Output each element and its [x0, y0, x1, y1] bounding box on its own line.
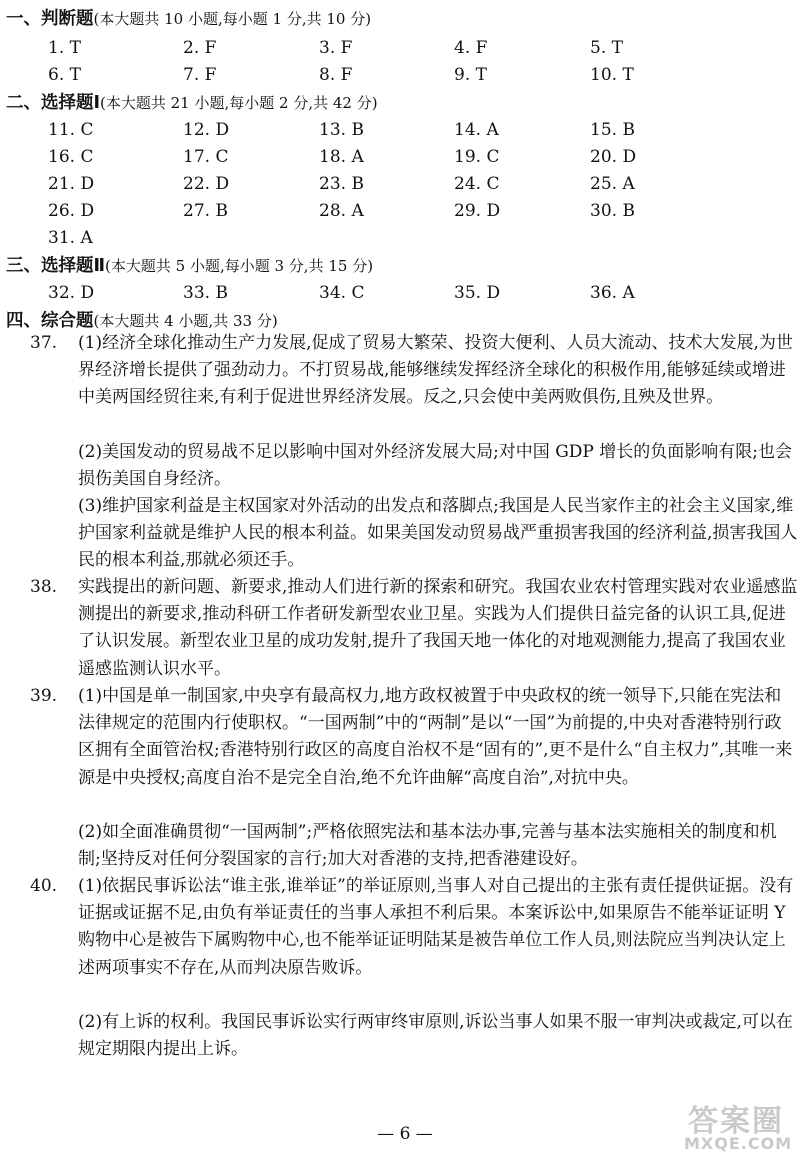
answer-item: 13. B — [319, 120, 364, 140]
answer-item: 25. A — [590, 174, 635, 194]
answer-paragraph: (1)经济全球化推动生产力发展,促成了贸易大繁荣、投资大便利、人员大流动、技术大发展,为世界经济增长提供了强劲动力。不打贸易战,能够继续发挥经济全球化的积极作用,能够延续或增进中美两国经贸往来,有利于促进世界经济发展。反之,只会使中美两败俱伤,且殃及世界。 — [78, 333, 793, 408]
answer-paragraph: (2)有上诉的权利。我国民事诉讼实行两审终审原则,诉讼当事人如果不服一审判决或裁定,可以在规定期限内提出上诉。 — [78, 1012, 793, 1060]
question-number: 37. — [30, 333, 58, 353]
question-40-part-2 — [78, 1009, 798, 1063]
answer-item: 19. C — [454, 147, 500, 167]
answer-item: 33. B — [183, 283, 228, 303]
answer-item: 14. A — [454, 120, 499, 140]
answer-item: 30. B — [590, 201, 635, 221]
answer-item: 6. T — [48, 65, 81, 85]
answer-item: 18. A — [319, 147, 364, 167]
answer-paragraph: (1)依据民事诉讼法“谁主张,谁举证”的举证原则,当事人对自己提出的主张有责任提供证据。没有证据或证据不足,由负有举证责任的当事人承担不利后果。本案诉讼中,如果原告不能举证证明 Y 购物中心是被告下属购物中心,也不能举证证明陆某是被告单位工作人员,则法院应当判决认定上述两项事实不存在,从而判决原告败诉。 — [78, 876, 794, 978]
answer-item: 11. C — [48, 120, 94, 140]
answer-item: 24. C — [454, 174, 500, 194]
answer-item: 17. C — [183, 147, 229, 167]
answer-paragraph: (2)如全面准确贯彻“一国两制”;严格依照宪法和基本法办事,完善与基本法实施相关的制度和机制;坚持反对任何分裂国家的言行;加大对香港的支持,把香港建设好。 — [78, 822, 777, 870]
question-37 — [30, 330, 798, 412]
answer-item: 36. A — [590, 283, 635, 303]
answer-item: 9. T — [454, 65, 487, 85]
answer-item: 35. D — [454, 283, 501, 303]
answer-item: 29. D — [454, 201, 501, 221]
question-37-part-2 — [78, 439, 798, 493]
answer-item: 8. F — [319, 65, 353, 85]
section-note: (本大题共 4 小题,共 33 分) — [93, 312, 278, 330]
section-essay-heading — [6, 310, 278, 332]
section-title: 三、选择题Ⅱ — [6, 256, 106, 276]
question-number: 40. — [30, 876, 58, 896]
answer-item: 5. T — [590, 38, 623, 58]
answer-item: 22. D — [183, 174, 230, 194]
answer-item: 12. D — [183, 120, 230, 140]
answer-item: 27. B — [183, 201, 228, 221]
answer-item: 32. D — [48, 283, 95, 303]
answer-item: 3. F — [319, 38, 353, 58]
section-choice1-heading — [6, 92, 378, 114]
answer-item: 10. T — [590, 65, 634, 85]
answer-item: 16. C — [48, 147, 94, 167]
watermark-logo — [680, 1096, 800, 1158]
answer-paragraph: (3)维护国家利益是主权国家对外活动的出发点和落脚点;我国是人民当家作主的社会主义国家,维护国家利益就是维护人民的根本利益。如果美国发动贸易战严重损害我国的经济利益,损害我国人民的根本利益,那就必须还手。 — [78, 496, 798, 571]
answer-paragraph: 实践提出的新问题、新要求,推动人们进行新的探索和研究。我国农业农村管理实践对农业遥感监测提出的新要求,推动科研工作者研发新型农业卫星。实践为人们提供日益完备的认识工具,促进了认识发展。新型农业卫星的成功发射,提升了我国天地一体化的对地观测能力,提高了我国农业遥感监测认识水平。 — [78, 577, 798, 679]
question-39-part-2 — [78, 819, 798, 873]
answer-item: 20. D — [590, 147, 637, 167]
question-39 — [30, 683, 798, 792]
answer-item: 28. A — [319, 201, 364, 221]
answer-item: 31. A — [48, 228, 93, 248]
answer-item: 26. D — [48, 201, 95, 221]
question-38 — [30, 574, 798, 683]
question-40 — [30, 873, 798, 982]
answer-item: 1. T — [48, 38, 81, 58]
answer-item: 23. B — [319, 174, 364, 194]
answer-paragraph: (2)美国发动的贸易战不足以影响中国对外经济发展大局;对中国 GDP 增长的负面影响有限;也会损伤美国自身经济。 — [78, 442, 792, 490]
page-number: — 6 — — [377, 1124, 433, 1144]
answer-item: 15. B — [590, 120, 635, 140]
section-note: (本大题共 21 小题,每小题 2 分,共 42 分) — [100, 94, 378, 112]
watermark-text-bottom: MXQE.COM — [684, 1134, 793, 1153]
section-choice2-heading — [6, 255, 373, 277]
answer-item: 7. F — [183, 65, 217, 85]
section-note: (本大题共 10 小题,每小题 1 分,共 10 分) — [93, 10, 372, 28]
question-number: 39. — [30, 686, 58, 706]
question-37-part-3 — [78, 493, 798, 575]
answer-item: 4. F — [454, 38, 488, 58]
answer-item: 2. F — [183, 38, 217, 58]
answer-item: 34. C — [319, 283, 365, 303]
section-title: 一、判断题 — [6, 9, 94, 29]
answer-item: 21. D — [48, 174, 95, 194]
section-title: 二、选择题Ⅰ — [6, 93, 101, 113]
question-number: 38. — [30, 577, 58, 597]
section-note: (本大题共 5 小题,每小题 3 分,共 15 分) — [105, 257, 374, 275]
watermark-text-top: 答案圈 — [688, 1104, 784, 1139]
section-title: 四、综合题 — [6, 311, 94, 331]
section-judge-heading — [6, 8, 371, 30]
answer-paragraph: (1)中国是单一制国家,中央享有最高权力,地方政权被置于中央政权的统一领导下,只能在宪法和法律规定的范围内行使职权。“一国两制”中的“两制”是以“一国”为前提的,中央对香港特别行政区拥有全面管治权;香港特别行政区的高度自治权不是“固有的”,更不是什么“自主权力”,其唯一来源是中央授权;高度自治不是完全自治,绝不允许曲解“高度自治”,对抗中央。 — [78, 686, 793, 788]
